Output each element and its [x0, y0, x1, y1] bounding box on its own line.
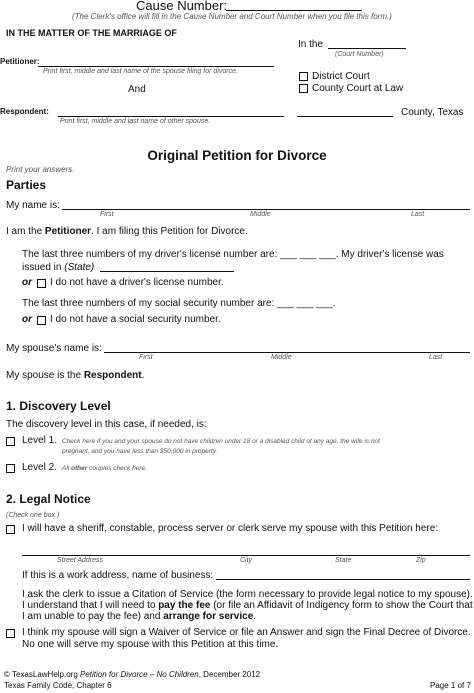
- first-hint: First: [100, 211, 114, 218]
- district-court-label: District Court: [312, 71, 370, 82]
- state-hint: State: [335, 557, 352, 564]
- license-state-line: issued in (State): [22, 262, 95, 273]
- clerk-citation-line1: I ask the clerk to issue a Citation of Service (the form necessary to provide legal notice to my spouse).: [22, 589, 473, 600]
- license-line: The last three numbers of my driver's license number are: ___ ___ ___. My driver's license was: [22, 249, 444, 260]
- my-name-field[interactable]: [62, 209, 470, 210]
- street-hint: Street Address: [57, 557, 104, 564]
- level1-checkbox[interactable]: [6, 437, 15, 446]
- clerk-note: (The Clerk's office will fill in the Cause Number and Court Number when you file this form.): [72, 12, 392, 21]
- city-hint: City: [240, 557, 253, 564]
- zip-hint: Zip: [416, 557, 426, 564]
- county-field[interactable]: [297, 116, 393, 117]
- business-label: If this is a work address, name of business:: [22, 570, 214, 581]
- footer-code: Texas Family Code, Chapter 6: [4, 681, 112, 690]
- court-number-hint: (Court Number): [335, 51, 384, 58]
- waiver-checkbox[interactable]: [6, 629, 15, 638]
- level2-label: Level 2.: [22, 462, 58, 473]
- page-title: Original Petition for Divorce: [147, 148, 327, 163]
- or-label-2: or: [22, 314, 32, 325]
- last-hint: Last: [411, 211, 425, 218]
- waiver-line1: I think my spouse will sign a Waiver of Service or file an Answer and sign the Final Decree of Divorce.: [22, 627, 471, 638]
- respondent-statement: My spouse is the Respondent.: [6, 370, 145, 381]
- respondent-label: Respondent:: [0, 107, 49, 116]
- my-name-label: My name is:: [6, 200, 60, 211]
- county-court-label: County Court at Law: [312, 83, 404, 94]
- discovery-intro: The discovery level in this case, if needed, is:: [6, 419, 207, 430]
- matter-title: IN THE MATTER OF THE MARRIAGE OF: [6, 28, 177, 38]
- waiver-line2: No one will serve my spouse with this Petition at this time.: [22, 639, 279, 650]
- respondent-name-field[interactable]: [58, 116, 284, 117]
- check-one-note: (Check one box.): [6, 512, 60, 519]
- clerk-citation-line3: I am unable to pay the fee) and arrange for service.: [22, 611, 257, 622]
- parties-heading: Parties: [6, 178, 47, 192]
- and-label: And: [128, 84, 146, 95]
- district-court-checkbox[interactable]: [299, 72, 308, 81]
- respondent-hint: Print first, middle and last name of other spouse.: [60, 118, 211, 125]
- level2-checkbox[interactable]: [6, 464, 15, 473]
- footer-copyright: © TexasLawHelp.org Petition for Divorce – No Children, December 2012: [4, 670, 261, 679]
- level1-note-line2: pregnant, and you have less than $50,000 in property.: [62, 448, 218, 455]
- cause-number-field[interactable]: [226, 10, 362, 11]
- middle-hint: Middle: [250, 211, 271, 218]
- spouse-middle-hint: Middle: [271, 354, 292, 361]
- or-label-1: or: [22, 277, 32, 288]
- spouse-first-hint: First: [139, 354, 153, 361]
- service-address-field[interactable]: [22, 555, 470, 556]
- no-license-label: I do not have a driver's license number.: [50, 277, 224, 288]
- petitioner-hint: Print first, middle and last name of the spouse filing for divorce.: [43, 68, 238, 75]
- petitioner-name-field[interactable]: [38, 66, 274, 67]
- sheriff-service-checkbox[interactable]: [6, 525, 15, 534]
- no-ssn-label: I do not have a social security number.: [50, 314, 221, 325]
- petitioner-statement: I am the Petitioner. I am filing this Petition for Divorce.: [6, 226, 248, 237]
- print-answers-note: Print your answers.: [6, 165, 75, 174]
- no-ssn-checkbox[interactable]: [37, 316, 46, 325]
- spouse-last-hint: Last: [429, 354, 443, 361]
- court-number-field[interactable]: [328, 48, 406, 49]
- no-license-checkbox[interactable]: [37, 279, 46, 288]
- in-the-label: In the: [298, 39, 324, 50]
- sheriff-service-label: I will have a sheriff, constable, process server or clerk serve my spouse with this Petition here:: [22, 523, 439, 534]
- county-texas-label: County, Texas: [401, 107, 464, 118]
- legal-notice-heading: 2. Legal Notice: [6, 492, 91, 506]
- county-court-checkbox[interactable]: [299, 84, 308, 93]
- footer-page-number: Page 1 of 7: [430, 681, 471, 690]
- cause-number-label: Cause Number:: [136, 0, 228, 13]
- level1-note-line1: Check here if you and your spouse do not have children under 18 or a disabled child of any age, the wife is not: [62, 438, 380, 445]
- spouse-name-field[interactable]: [104, 352, 470, 353]
- level2-note: All other couples check here.: [62, 465, 147, 472]
- petitioner-label: Petitioner:: [0, 57, 40, 66]
- level1-label: Level 1.: [22, 435, 58, 446]
- spouse-name-label: My spouse's name is:: [6, 343, 102, 354]
- business-name-field[interactable]: [216, 579, 470, 580]
- ssn-line: The last three numbers of my social security number are: ___ ___ ___.: [22, 298, 336, 309]
- clerk-citation-line2: I understand that I will need to pay the fee (or file an Affidavit of Indigency form to show the Court that: [22, 600, 473, 611]
- discovery-heading: 1. Discovery Level: [6, 399, 111, 413]
- license-state-field[interactable]: [100, 271, 234, 272]
